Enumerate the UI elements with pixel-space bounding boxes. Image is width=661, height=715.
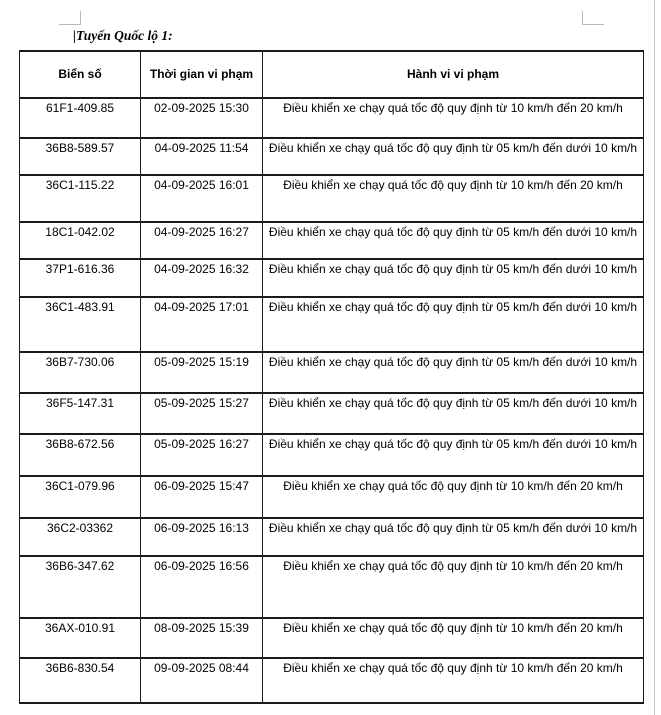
violation-cell: Điều khiển xe chạy quá tốc độ quy định từ 05 km/h đến dưới 10 km/h — [263, 138, 644, 175]
table-row — [20, 476, 644, 518]
table-row — [20, 556, 644, 618]
time-cell: 05-09-2025 15:27 — [141, 393, 263, 434]
table-row — [20, 222, 644, 259]
time-cell: 09-09-2025 08:44 — [141, 658, 263, 703]
plate-cell: 61F1-409.85 — [20, 98, 141, 138]
violation-cell: Điều khiển xe chạy quá tốc độ quy định từ 10 km/h đến 20 km/h — [263, 618, 644, 658]
table-row — [20, 138, 644, 175]
plate-cell: 37P1-616.36 — [20, 259, 141, 297]
time-cell: 04-09-2025 16:01 — [141, 175, 263, 222]
violation-cell: Điều khiển xe chạy quá tốc độ quy định từ 10 km/h đến 20 km/h — [263, 658, 644, 703]
margin-corner-mark-top-left — [59, 11, 81, 25]
route-title: |Tuyến Quốc lộ 1: — [73, 28, 173, 43]
page-edge-line — [654, 0, 655, 715]
table-row — [20, 175, 644, 222]
plate-cell: 36C1-115.22 — [20, 175, 141, 222]
violation-cell: Điều khiển xe chạy quá tốc độ quy định từ 10 km/h đến 20 km/h — [263, 556, 644, 618]
plate-cell: 36C2-03362 — [20, 518, 141, 556]
violation-cell: Điều khiển xe chạy quá tốc độ quy định từ 05 km/h đến dưới 10 km/h — [263, 259, 644, 297]
violation-cell: Điều khiển xe chạy quá tốc độ quy định từ 05 km/h đến dưới 10 km/h — [263, 352, 644, 393]
violation-cell: Điều khiển xe chạy quá tốc độ quy định từ 05 km/h đến dưới 10 km/h — [263, 297, 644, 352]
column-header-plate: Biển số — [20, 51, 141, 98]
time-cell: 04-09-2025 11:54 — [141, 138, 263, 175]
violation-cell: Điều khiển xe chạy quá tốc độ quy định từ 10 km/h đến 20 km/h — [263, 98, 644, 138]
violation-cell: Điều khiển xe chạy quá tốc độ quy định từ 10 km/h đến 20 km/h — [263, 175, 644, 222]
violation-cell: Điều khiển xe chạy quá tốc độ quy định từ 10 km/h đến 20 km/h — [263, 476, 644, 518]
time-cell: 08-09-2025 15:39 — [141, 618, 263, 658]
column-header-time: Thời gian vi phạm — [141, 51, 263, 98]
table-row — [20, 434, 644, 476]
plate-cell: 36F5-147.31 — [20, 393, 141, 434]
time-cell: 04-09-2025 17:01 — [141, 297, 263, 352]
column-header-violation: Hành vi vi phạm — [263, 51, 644, 98]
table-header-row — [20, 51, 644, 98]
table-row — [20, 259, 644, 297]
margin-corner-mark-top-right — [582, 11, 604, 25]
plate-cell: 18C1-042.02 — [20, 222, 141, 259]
violation-cell: Điều khiển xe chạy quá tốc độ quy định từ 05 km/h đến dưới 10 km/h — [263, 222, 644, 259]
plate-cell: 36B8-589.57 — [20, 138, 141, 175]
violations-table-body — [20, 98, 644, 703]
time-cell: 04-09-2025 16:27 — [141, 222, 263, 259]
table-row — [20, 518, 644, 556]
plate-cell: 36B7-730.06 — [20, 352, 141, 393]
plate-cell: 36C1-079.96 — [20, 476, 141, 518]
time-cell: 04-09-2025 16:32 — [141, 259, 263, 297]
table-row — [20, 297, 644, 352]
table-row — [20, 393, 644, 434]
time-cell: 06-09-2025 16:56 — [141, 556, 263, 618]
table-row — [20, 352, 644, 393]
plate-cell: 36AX-010.91 — [20, 618, 141, 658]
time-cell: 06-09-2025 15:47 — [141, 476, 263, 518]
violation-cell: Điều khiển xe chạy quá tốc độ quy định từ 05 km/h đến dưới 10 km/h — [263, 434, 644, 476]
table-row — [20, 618, 644, 658]
time-cell: 02-09-2025 15:30 — [141, 98, 263, 138]
plate-cell: 36B6-347.62 — [20, 556, 141, 618]
table-row — [20, 98, 644, 138]
time-cell: 05-09-2025 15:19 — [141, 352, 263, 393]
violation-cell: Điều khiển xe chạy quá tốc độ quy định từ 05 km/h đến dưới 10 km/h — [263, 393, 644, 434]
time-cell: 06-09-2025 16:13 — [141, 518, 263, 556]
plate-cell: 36C1-483.91 — [20, 297, 141, 352]
violations-table — [19, 50, 644, 704]
time-cell: 05-09-2025 16:27 — [141, 434, 263, 476]
plate-cell: 36B8-672.56 — [20, 434, 141, 476]
violation-cell: Điều khiển xe chạy quá tốc độ quy định từ 05 km/h đến dưới 10 km/h — [263, 518, 644, 556]
table-row — [20, 658, 644, 703]
plate-cell: 36B6-830.54 — [20, 658, 141, 703]
